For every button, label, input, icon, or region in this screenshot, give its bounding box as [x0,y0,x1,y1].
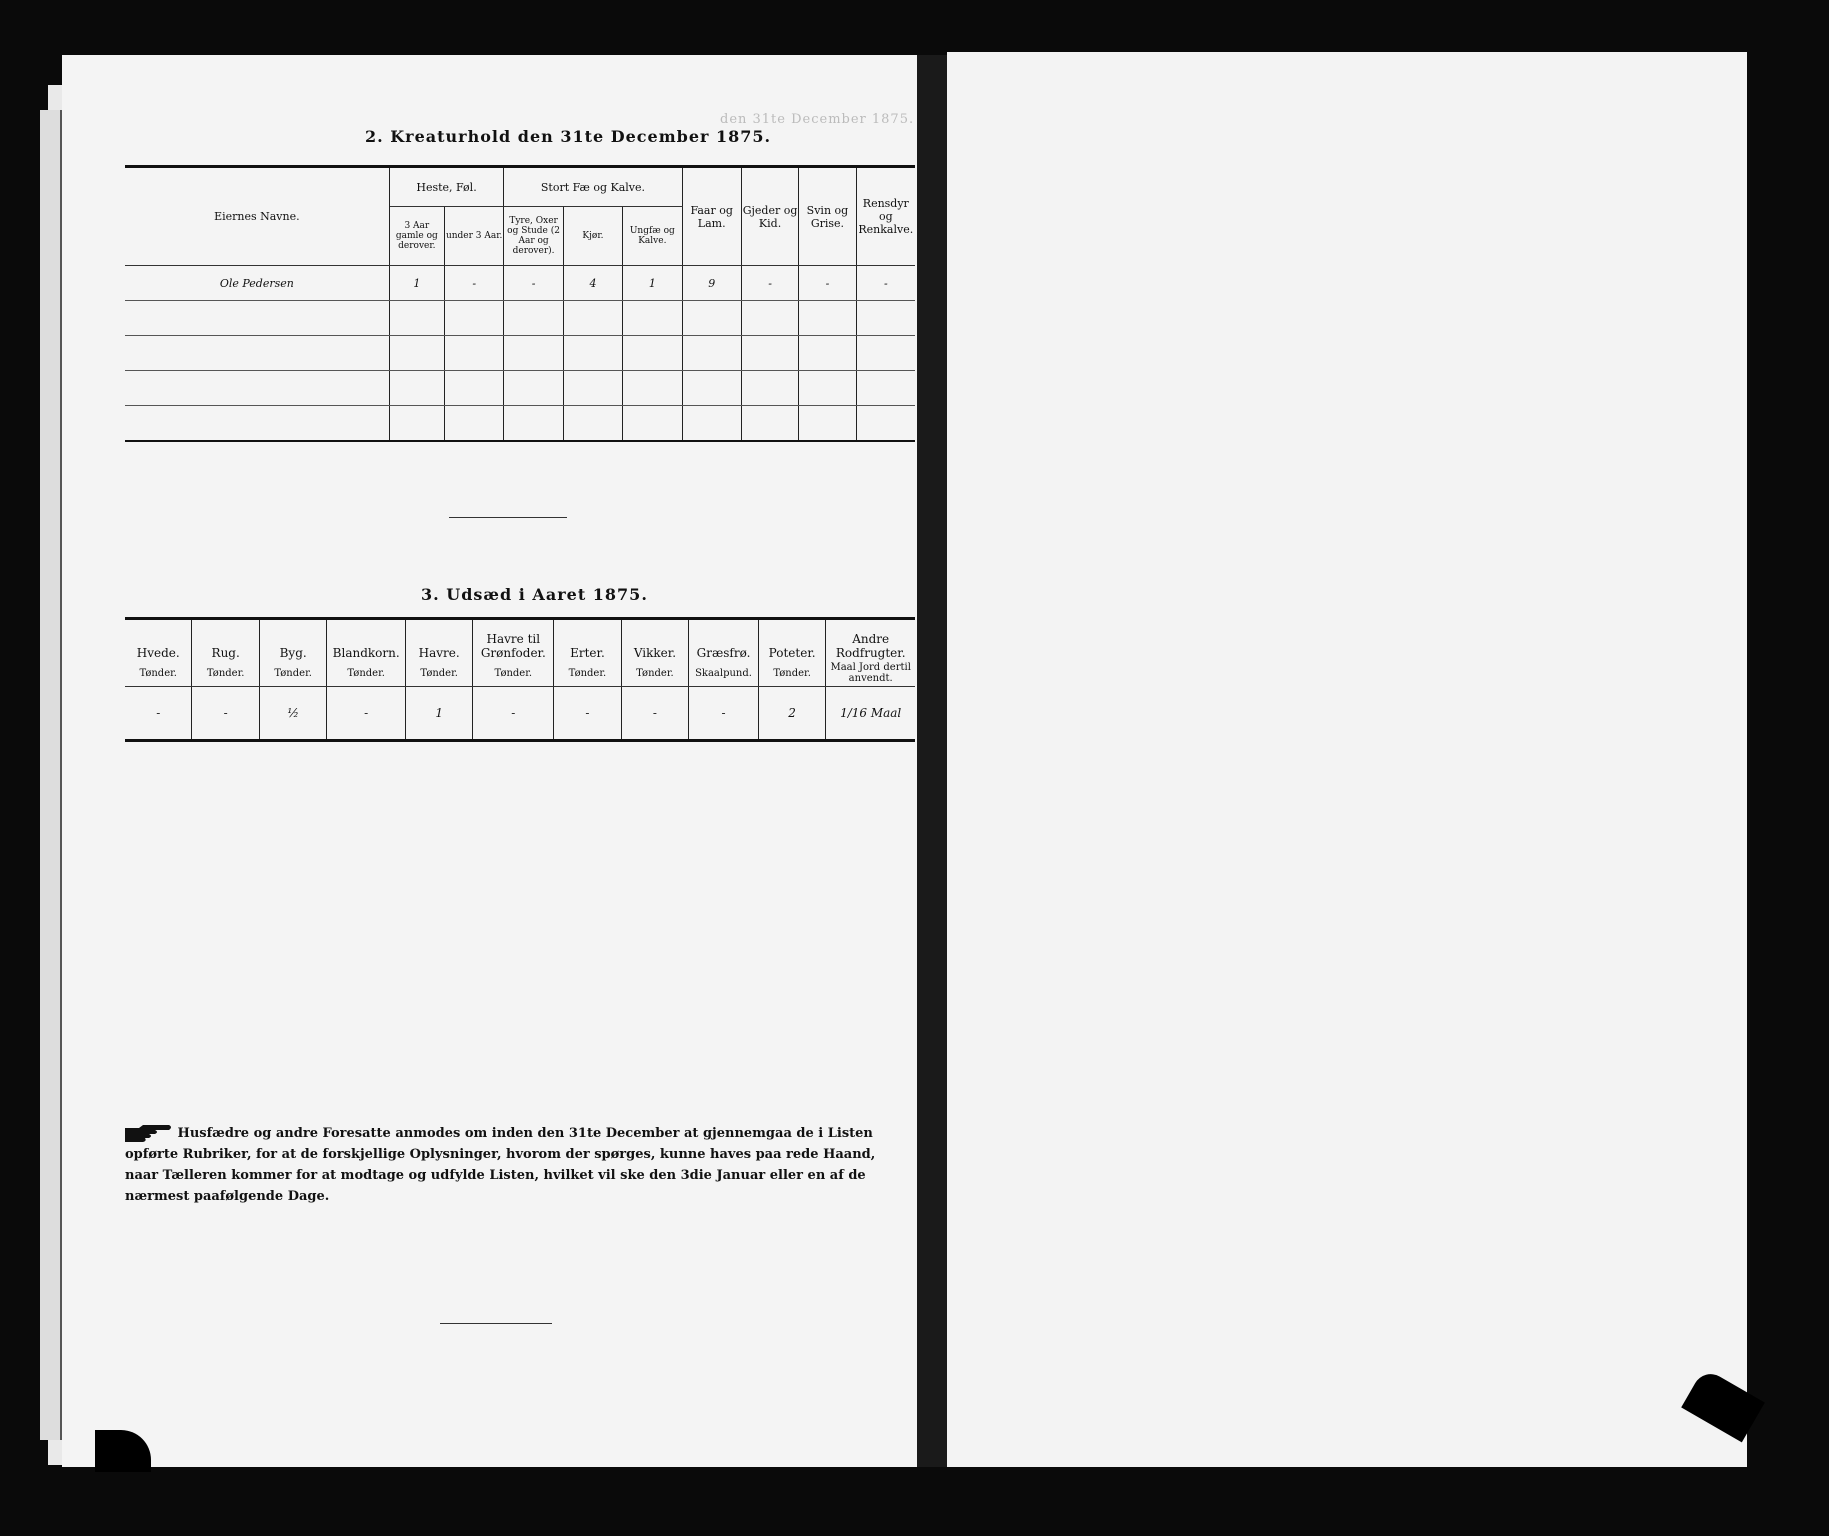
book-spine [917,55,947,1467]
right-page [947,52,1747,1467]
seed-header-5: Havre til Grønfoder. [473,619,554,661]
seed-header-4: Havre. [405,619,472,661]
seed-value-6: - [554,687,621,741]
seed-header-0: Hvede. [125,619,192,661]
owner-name: Ole Pedersen [125,266,389,301]
seed-value-3: - [327,687,406,741]
cell-bulls: - [504,266,563,301]
seed-value-8: - [689,687,759,741]
cell-horses-old: 1 [389,266,444,301]
section3-title: 3. Udsæd i Aaret 1875. [421,585,648,604]
seed-value-2: ½ [259,687,326,741]
seed-unit-0: Tønder. [125,660,192,687]
table-row [125,266,915,301]
seed-unit-8: Skaalpund. [689,660,759,687]
seed-value-10: 1/16 Maal [826,687,915,741]
owner-header: Eiernes Navne. [125,167,389,266]
pigs-header: Svin og Grise. [799,167,856,266]
seed-header-8: Græsfrø. [689,619,759,661]
seed-header-1: Rug. [192,619,259,661]
table-row [125,406,915,442]
reindeer-header: Rensdyr og Renkalve. [856,167,915,266]
livestock-table [125,165,915,442]
cell-young-cattle: 1 [623,266,682,301]
cell-cows: 4 [563,266,622,301]
seed-header-3: Blandkorn. [327,619,406,661]
seed-value-1: - [192,687,259,741]
goats-header: Gjeder og Kid. [741,167,798,266]
seed-unit-10: Maal Jord dertil anvendt. [826,660,915,687]
pointing-hand-icon [125,1124,173,1144]
seed-unit-4: Tønder. [405,660,472,687]
seed-header-6: Erter. [554,619,621,661]
horses-young-header: under 3 Aar. [445,207,504,266]
seed-header-2: Byg. [259,619,326,661]
seed-unit-7: Tønder. [621,660,688,687]
cows-header: Kjør. [563,207,622,266]
sheep-header: Faar og Lam. [682,167,741,266]
divider-line [449,517,567,518]
cell-horses-young: - [445,266,504,301]
seed-header-9: Poteter. [758,619,825,661]
young-cattle-header: Ungfæ og Kalve. [623,207,682,266]
notice-text [125,1123,897,1207]
seed-header-10: Andre Rodfrugter. [826,619,915,661]
cell-pigs: - [799,266,856,301]
divider-line [440,1323,552,1324]
seed-header-7: Vikker. [621,619,688,661]
seed-unit-1: Tønder. [192,660,259,687]
cell-reindeer: - [856,266,915,301]
horses-header: Heste, Føl. [389,167,504,207]
bulls-header: Tyre, Oxer og Stude (2 Aar og derover). [504,207,563,266]
seed-value-5: - [473,687,554,741]
seed-unit-6: Tønder. [554,660,621,687]
table-row [125,301,915,336]
horses-old-header: 3 Aar gamle og derover. [389,207,444,266]
page-stack-edge [40,110,62,1440]
seed-unit-5: Tønder. [473,660,554,687]
seed-unit-3: Tønder. [327,660,406,687]
table-row [125,336,915,371]
seed-unit-2: Tønder. [259,660,326,687]
bleed-through-text: den 31te December 1875. [720,112,915,127]
cell-goats: - [741,266,798,301]
seed-table [125,617,915,742]
table-row [125,371,915,406]
notice-body: Husfædre og andre Foresatte anmodes om inden den 31te December at gjennemgaa de i Listen opførte Rubriker, for at de forskjellige Oplysninger, hvorom der spørges, kunne haves paa rede Haand, naar Tælleren kommer for at modtage og udfylde Listen, hvilket vil ske den 3die Januar eller en af de nærmest paafølgende Dage. [125,1126,876,1204]
seed-value-0: - [125,687,192,741]
cattle-header: Stort Fæ og Kalve. [504,167,682,207]
section2-title: 2. Kreaturhold den 31te December 1875. [365,127,772,146]
seed-value-9: 2 [758,687,825,741]
cell-sheep: 9 [682,266,741,301]
seed-value-4: 1 [405,687,472,741]
seed-unit-9: Tønder. [758,660,825,687]
seed-value-7: - [621,687,688,741]
